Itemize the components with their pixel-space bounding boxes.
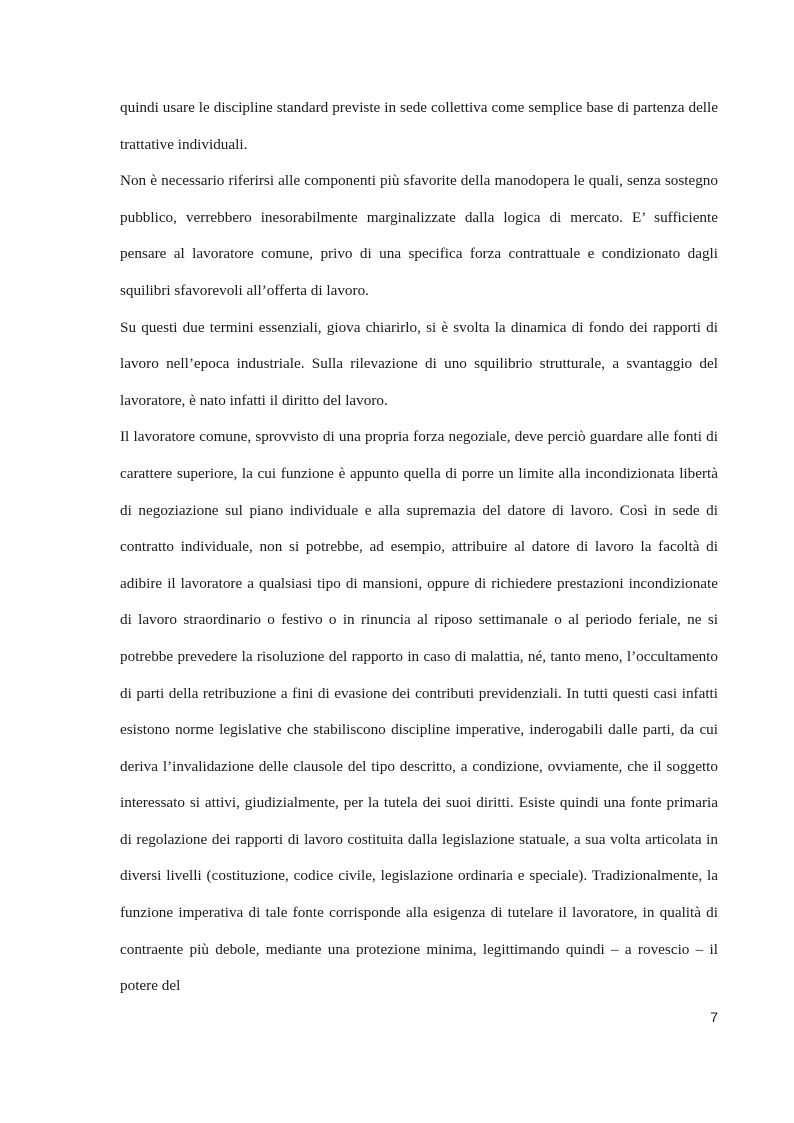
paragraph-4: Il lavoratore comune, sprovvisto di una propria forza negoziale, deve perciò guardare alle fonti di carattere superiore, la cui funzione è appunto quella di porre un limite alla incondizionata libertà di negoziazione sul piano individuale e alla supremazia del datore di lavoro. Così in sede di contratto individuale, non si potrebbe, ad esempio, attribuire al datore di lavoro la facoltà di adibire il lavoratore a qualsiasi tipo di mansioni, oppure di richiedere prestazioni incondizionate di lavoro straordinario o festivo o in rinuncia al riposo settimanale o al periodo feriale, ne si potrebbe prevedere la risoluzione del rapporto in caso di malattia, né, tanto meno, l’occultamento di parti della retribuzione a fini di evasione dei contributi previdenziali. In tutti questi casi infatti esistono norme legislative che stabiliscono discipline imperative, inderogabili dalle parti, da cui deriva l’invalidazione delle clausole del tipo descritto, a condizione, ovviamente, che il soggetto interessato si attivi, giudizialmente, per la tutela dei suoi diritti. Esiste quindi una fonte primaria di regolazione dei rapporti di lavoro costituita dalla legislazione statuale, a sua volta articolata in diversi livelli (costituzione, codice civile, legislazione ordinaria e speciale). Tradizionalmente, la funzione imperativa di tale fonte corrisponde alla esigenza di tutelare il lavoratore, in qualità di contraente più debole, mediante una protezione minima, legittimando quindi – a rovescio – il potere del [120, 428, 718, 995]
paragraph-1: quindi usare le discipline standard previste in sede collettiva come semplice base di partenza delle trattative individuali. [120, 99, 718, 153]
paragraph-2: Non è necessario riferirsi alle componenti più sfavorite della manodopera le quali, senza sostegno pubblico, verrebbero inesorabilmente marginalizzate dalla logica di mercato. E’ sufficiente pensare al lavoratore comune, privo di una specifica forza contrattuale e condizionato dagli squilibri sfavorevoli all’offerta di lavoro. [120, 172, 718, 299]
paragraph-3: Su questi due termini essenziali, giova chiarirlo, si è svolta la dinamica di fondo dei rapporti di lavoro nell’epoca industriale. Sulla rilevazione di uno squilibrio strutturale, a svantaggio del lavoratore, è nato infatti il diritto del lavoro. [120, 318, 718, 409]
body-text [120, 90, 718, 1005]
page-number: 7 [710, 1009, 718, 1025]
